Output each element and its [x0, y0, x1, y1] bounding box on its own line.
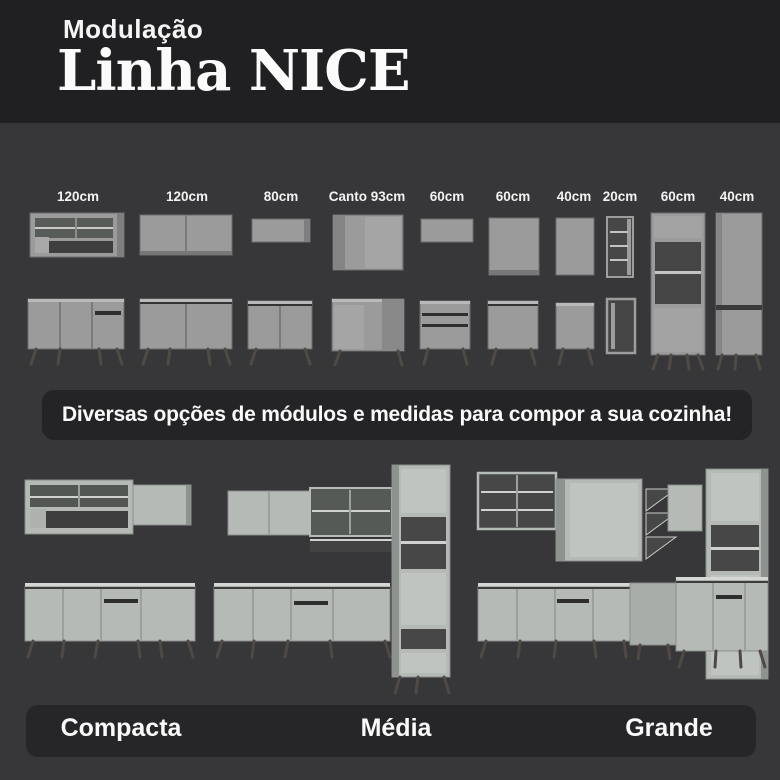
module-base-120 [140, 299, 232, 364]
modules-illustration [0, 123, 780, 372]
banner-pill [42, 390, 752, 440]
kitchens-illustration [0, 455, 780, 705]
module-base-80 [248, 301, 312, 364]
module-size-label: 120cm [56, 189, 100, 204]
kitchen-media [214, 465, 450, 693]
module-base-40 [556, 303, 594, 364]
module-tower-40 [716, 213, 762, 369]
kitchen-grande [478, 469, 768, 679]
module-size-label: 40cm [719, 189, 755, 204]
kitchen-size-label-grande: Grande [625, 714, 713, 742]
brand-title: Linha NICE [57, 38, 410, 104]
module-base-60-drawers [420, 301, 470, 364]
module-wall-60-horizontal [421, 219, 473, 242]
module-base-120-drawer [28, 299, 124, 364]
module-base-canto-93 [332, 299, 404, 365]
brand-kicker: Modulação [63, 14, 204, 44]
module-shelf-20-upper [607, 217, 633, 277]
banner-text: Diversas opções de módulos e medidas para compor a sua cozinha! [61, 403, 733, 426]
kitchen-size-label-compacta: Compacta [60, 714, 182, 742]
module-size-label: 20cm [602, 189, 638, 204]
module-size-label: 120cm [165, 189, 209, 204]
module-wall-120 [140, 215, 232, 255]
module-base-60 [488, 301, 538, 364]
module-wall-120-glass [30, 213, 124, 257]
module-size-label: 80cm [263, 189, 299, 204]
module-size-label: 60cm [429, 189, 465, 204]
module-wall-60 [489, 218, 539, 275]
module-tower-60 [651, 213, 705, 369]
module-size-label: 60cm [660, 189, 696, 204]
kitchen-compacta [25, 480, 195, 657]
header [0, 0, 780, 123]
module-shelf-20-base [607, 299, 635, 353]
module-size-label: 40cm [556, 189, 592, 204]
kitchen-size-label-media: Média [360, 714, 432, 742]
module-size-label: Canto 93cm [328, 189, 406, 204]
module-wall-80 [252, 219, 310, 242]
module-wall-canto-93 [333, 215, 403, 270]
module-wall-40 [556, 218, 594, 275]
module-size-label: 60cm [495, 189, 531, 204]
